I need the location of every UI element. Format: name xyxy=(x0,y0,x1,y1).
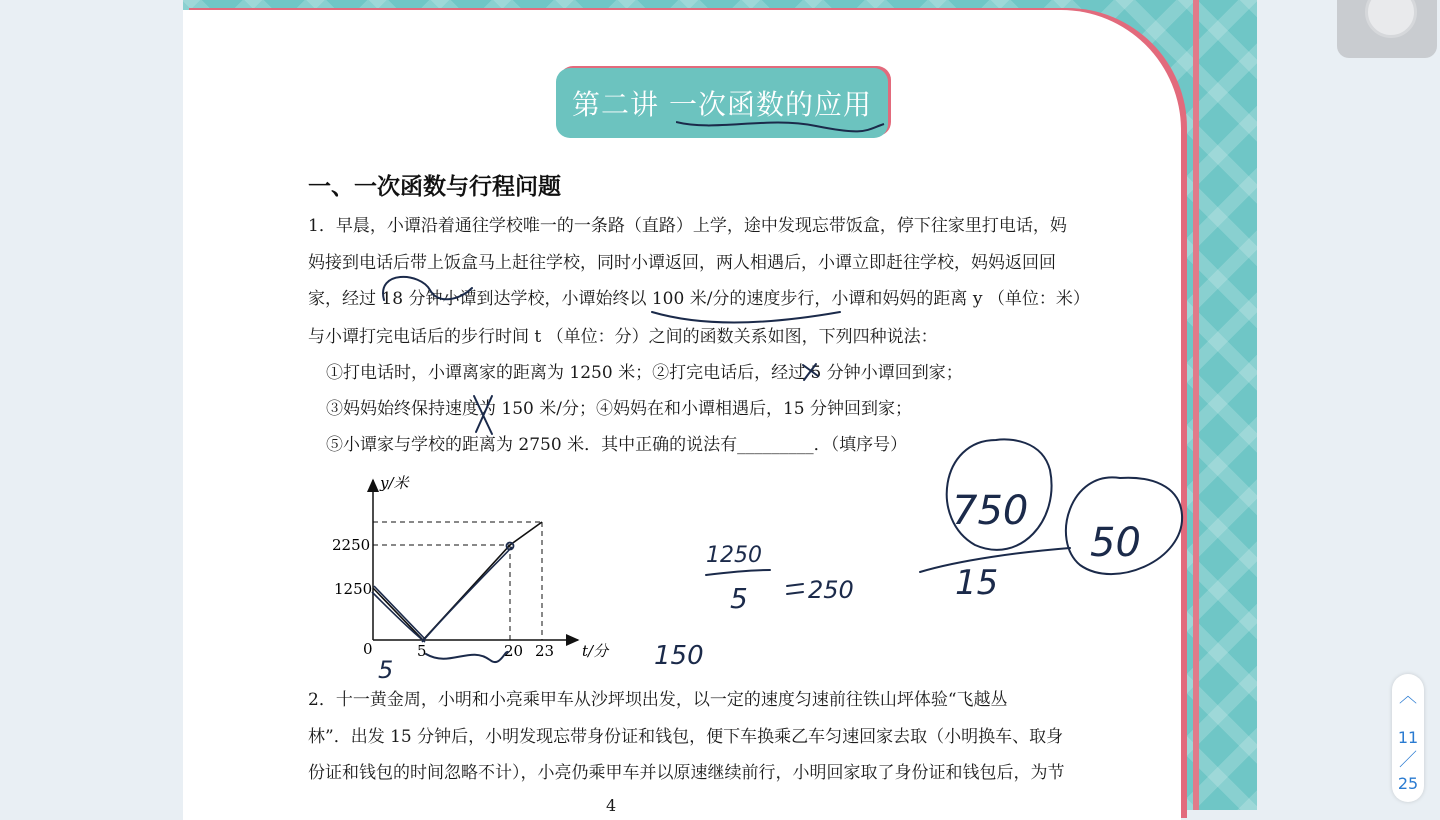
total-pages: 25 xyxy=(1397,774,1419,793)
problem2-line-3: 份证和钱包的时间忽略不计），小亮仍乘甲车并以原速继续前行，小明回家取了身份证和钱包后，为节 xyxy=(308,763,1065,783)
x-tick-0: 0 xyxy=(363,640,373,658)
lecture-title-banner xyxy=(556,68,888,138)
problem1-line-2: 妈接到电话后带上饭盒马上赶往学校，同时小谭返回，两人相遇后，小谭立即赶往学校，妈妈返回回 xyxy=(308,253,1056,273)
ink-text-50: 50 xyxy=(1090,520,1141,566)
distance-time-graph xyxy=(330,470,620,670)
handwritten-traced-lines xyxy=(372,547,512,642)
ink-text-750: 750 xyxy=(952,488,1029,534)
current-page: 11 xyxy=(1397,728,1419,747)
page-indicator[interactable] xyxy=(1392,674,1424,802)
floating-assistive-button[interactable] xyxy=(1337,0,1437,58)
y-tick-2250: 2250 xyxy=(332,536,371,554)
problem2-line-2: 林”．出发 15 分钟后，小明发现忘带身份证和钱包，便下车换乘乙车匀速回家去取（小明换车、取身 xyxy=(308,727,1064,747)
x-tick-20: 20 xyxy=(504,642,524,660)
graph-polyline xyxy=(373,522,542,640)
lecture-title: 第二讲 一次函数的应用 xyxy=(572,88,872,121)
problem1-line-1: 1．早晨，小谭沿着通往学校唯一的一条路（直路）上学，途中发现忘带饭盒，停下往家里打电话，妈 xyxy=(308,216,1067,236)
problem2-line-1: 2．十一黄金周，小明和小亮乘甲车从沙坪坝出发，以一定的速度匀速前往铁山坪体验“飞越丛 xyxy=(308,690,1008,710)
problem1-line-4: 与小谭打完电话后的步行时间 t （单位：分）之间的函数关系如图，下列四种说法： xyxy=(308,327,938,347)
y-tick-1250: 1250 xyxy=(334,580,373,598)
problem1-option-5: ⑤小谭家与学校的距离为 2750 米．其中正确的说法有_________．（填序号） xyxy=(326,435,908,455)
ink-text-1250: 1250 xyxy=(706,543,762,568)
decorative-pink-stripe xyxy=(1193,0,1199,810)
y-axis-label: y/米 xyxy=(380,474,409,492)
page-up-icon[interactable]: ︿ xyxy=(1399,686,1417,707)
ink-text-150: 150 xyxy=(654,641,704,671)
problem1-option-1-2: ①打电话时，小谭离家的距离为 1250 米；②打完电话后，经过 5 分钟小谭回到家； xyxy=(326,363,963,383)
x-axis-label: t/分 xyxy=(582,642,609,660)
ink-text-5-under-zero: 5 xyxy=(378,656,394,684)
problem1-option-3-4: ③妈妈始终保持速度为 150 米/分；④妈妈在和小谭相遇后，15 分钟回到家； xyxy=(326,399,913,419)
problem1-line-3: 家，经过 18 分钟小谭到达学校，小谭始终以 100 米/分的速度步行，小谭和妈妈的距离 y （单位：米） xyxy=(308,289,1090,309)
section-title: 一、一次函数与行程问题 xyxy=(308,174,561,200)
ink-text-5: 5 xyxy=(730,582,748,615)
assistive-button-knob xyxy=(1365,0,1417,38)
handwritten-underline xyxy=(676,118,886,134)
page-number: 4 xyxy=(606,796,617,815)
page-separator: ／ xyxy=(1399,750,1417,771)
ink-text-250: 250 xyxy=(808,576,854,604)
ink-text-15: 15 xyxy=(955,563,999,603)
x-tick-23: 23 xyxy=(535,642,555,660)
x-tick-5: 5 xyxy=(417,642,427,660)
